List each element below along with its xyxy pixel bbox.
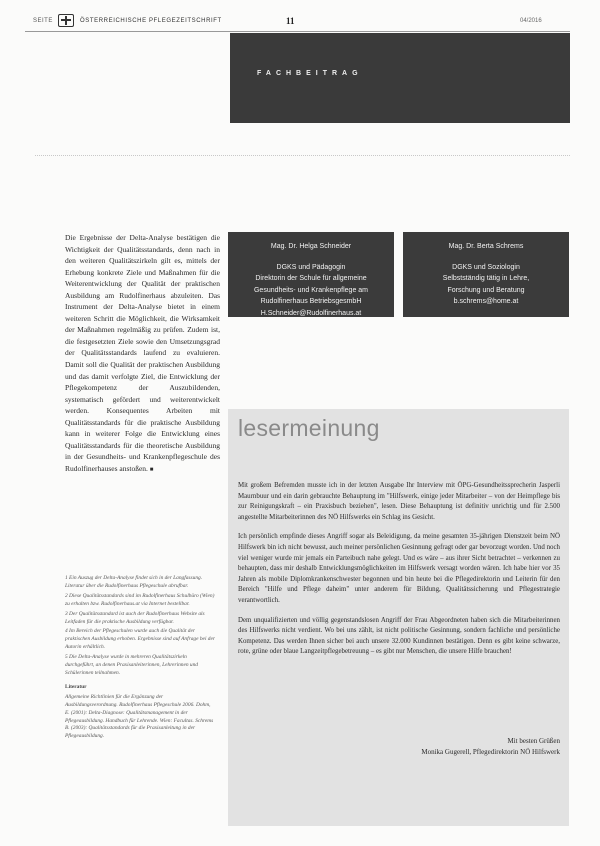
header-divider	[25, 31, 570, 32]
author-line: Direktorin der Schule für allgemeine	[255, 275, 367, 282]
section-label: FACHBEITRAG	[257, 70, 363, 77]
author-line: DGKS und Soziologin	[452, 263, 520, 271]
footnote: 3 Der Qualitätsstandard ist auch der Rudolfinerhaus Website als Leitfaden für die praktische Ausbildung verfügbar.	[65, 610, 205, 625]
author-box-schrems	[403, 232, 569, 317]
opinion-paragraph: Ich persönlich empfinde dieses Angriff sogar als Beleidigung, da meine gesamten 35-jährigen Dienstzeit beim NÖ Hilfswerk bin ich nicht bewusst, auch meiner persönlichen Gesinnung gefragt oder gar bevorzugt worden. Und noch viel weniger wurde mir jemals ein Parteibuch nahe gelegt. Und es wäre – aus ihrer Sicht betrachtet – verkennen zu behaupten, dass mir deshalb Entwicklungsmöglichkeiten im Hilfswerk versagt worden wären. Ich habe hier vor 35 Jahren als mobile Diplomkrankenschwester begonnen und bin heute bei die Pflegedirektorin und Leiterin für den Bereich "Hilfe und Pflege daheim" unter anderem für Bildung, Qualitätssicherung und Pflegestrategie verantwortlich.	[238, 533, 560, 604]
header-left-label: SEITE	[33, 18, 53, 24]
opinion-paragraph: Dem unqualifizierten und völlig gegenstandslosen Angriff der Frau Abgeordneten haben sich die Mitarbeiterinnen des Hilfswerks nicht verdient. Wo bei uns zählt, ist nicht politische Gesinnung, sondern fachliche und persönliche Kompetenz. Das werden Ihnen sicher bei auch unsere 32.000 Kundinnen bestätigen. Denn es gibt keine schwarze, rote, grüne oder blaue Langzeitpflegebetreuung – es gibt nur Menschen, die unsere Hilfe brauchen!	[238, 616, 560, 656]
footnote: 1 Ein Auszug der Delta-Analyse findet sich in der Langfassung. Literatur über die Rudolfinerhaus Pflegeschule abrufbar.	[65, 575, 203, 589]
footnote: 5 Die Delta-Analyse wurde in mehreren Qualitätszirkeln durchgeführt, an denen Praxisanleiterinnen, Lehrerinnen und Schülerinnen teilnahmen.	[65, 654, 198, 676]
author-email[interactable]: H.Schneider@Rudolfinerhaus.at	[260, 309, 362, 317]
author-box-schneider	[228, 232, 394, 317]
opinion-body	[238, 481, 560, 667]
section-banner	[230, 33, 570, 123]
footnote: 2 Diese Qualitätsstandards sind im Rudolfinerhaus Schulbüro (Wien) zu erhalten bzw. Rudolfinerhaus.at via Internet bestellbar.	[65, 592, 215, 607]
opinion-closing: Mit besten Grüßen	[507, 737, 560, 745]
author-line: Gesundheits- und Krankenpflege am	[253, 286, 369, 294]
author-line: DGKS und Pädagogin	[276, 263, 346, 271]
article-body	[65, 232, 220, 476]
page-number: 11	[286, 16, 295, 26]
article-text: Die Ergebnisse der Delta-Analyse bestätigen die Wichtigkeit der Qualitätsstandards, denn nach in den weiteren Qualitätszirkeln gilt es, mittels der Erhebung konkrete Ziele und Maßnahmen für die Weiterentwicklung der Qualität der praktischen Ausbildung am Rudolfinerhaus abzuleiten. Das Instrument der Delta-Analyse bietet in einem weiteren Schritt die Möglichkeit, die Wirksamkeit der Maßnahmen regelmäßig zu prüfen. Zudem ist, die festgesetzten Ziele sowie den Umsetzungsgrad der Qualitätsstandards laufend zu evaluieren. Damit soll die Qualität der praktischen Ausbildung und das damit verfolgte Ziel, die Entwicklung der Pflegekompetenz der Auszubildenden, systematisch gefördert und weiterentwickelt werden. Konsequentes Arbeiten mit Qualitätsstandards für die praktische Ausbildung kann in weiterer Folge die Entwicklung eines Qualitätsstandards für die theoretische Ausbildung in der Gesundheits- und Krankenpflegeschule des Rudolfinerhauses anstoßen.	[65, 233, 220, 473]
literature-list: Allgemeine Richtlinien für die Ergänzung der Ausbildungsverordnung. Rudolfinerhaus Pflegeschule 2006. Dohm, E. (2001): Delta-Diagnose: Qualitätsmanagement in der Pflegeausbildung. Handbuch für Lehrende. Wien: Facultas. Schrems B. (2003): Qualitätsstandards für die Praxisanleitung in der Pflegeausbildung.	[65, 693, 214, 740]
opinion-signature-block	[421, 736, 560, 758]
author-line: Selbstständig tätig in Lehre,	[442, 275, 530, 282]
opinion-title: lesermeinung	[238, 415, 380, 441]
dotted-divider	[35, 155, 570, 156]
author-email[interactable]: b.schrems@home.at	[453, 298, 519, 305]
author-line: Forschung und Beratung	[447, 286, 525, 294]
opinion-paragraph: Mit großem Befremden musste ich in der letzten Ausgabe Ihr Interview mit ÖPG-Gesundheitssprecherin Jasperli Maurnbuur und ein darin gebrauchte Behauptung im "Hilfswerk, einige jeder Mitarbeiter – von der Heimpflege bis zur Reinigungskraft – ein Praxisbuch beziehen", lesen. Diese Behauptung ist definitiv unrichtig und für 2.500 angestellte Mitarbeiterinnen des NÖ Hilfswerks ein Schlag ins Gesicht.	[238, 482, 560, 521]
header-magazine-name: ÖSTERREICHISCHE PFLEGEZEITSCHRIFT	[80, 18, 222, 24]
literature-heading: Literatur	[65, 683, 87, 690]
cross-logo-icon	[58, 14, 74, 27]
reader-opinion-box	[228, 409, 569, 826]
footnotes	[65, 575, 215, 743]
author-name: Mag. Dr. Berta Schrems	[448, 243, 524, 250]
end-mark: ■	[149, 466, 154, 473]
footnote: 4 Im Bereich der Pflegeschulen wurde auch die Qualität der praktischen Ausbildung erhoben. Ergebnisse sind auf Anfrage bei der Autorin erhältlich.	[65, 628, 215, 651]
header-issue: 04/2016	[520, 18, 542, 24]
opinion-signature: Monika Gugerell, Pflegedirektorin NÖ Hilfswerk	[421, 748, 560, 756]
author-line: Rudolfinerhaus BetriebsgesmbH	[260, 298, 362, 305]
author-name: Mag. Dr. Helga Schneider	[270, 243, 352, 250]
